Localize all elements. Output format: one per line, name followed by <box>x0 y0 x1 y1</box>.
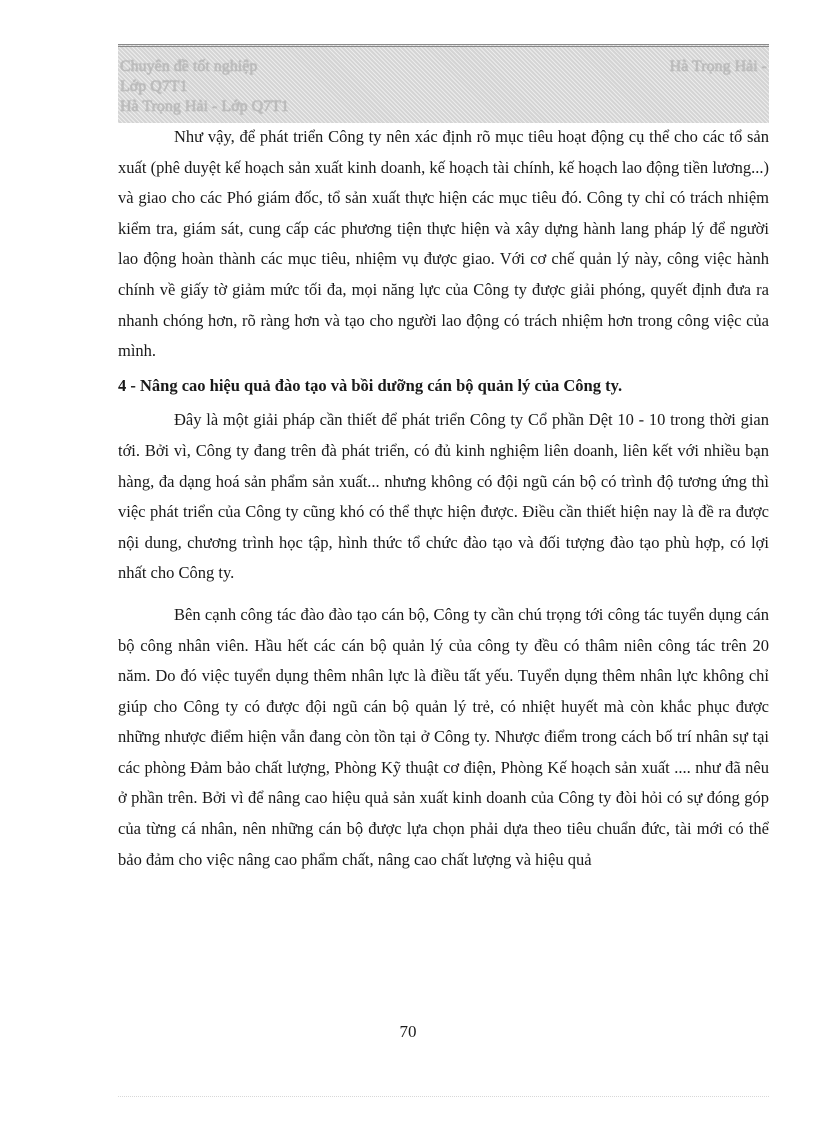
body-paragraph-1: Như vậy, để phát triển Công ty nên xác định rõ mục tiêu hoạt động cụ thể cho các tổ sản xuất (phê duyệt kế hoạch sản xuất kinh doanh, kế hoạch tài chính, kế hoạch lao động tiền lương...) và giao cho các Phó giám đốc, tổ sản xuất thực hiện các mục tiêu đó. Công ty chỉ có trách nhiệm kiểm tra, giám sát, cung cấp các phương tiện thực hiện và xây dựng hành lang pháp lý để người lao động hoàn thành các mục tiêu, nhiệm vụ được giao. Với cơ chế quản lý này, công việc hành chính về giấy tờ giảm mức tối đa, mọi năng lực của Công ty được giải phóng, quyết định đưa ra nhanh chóng hơn, rõ ràng hơn và tạo cho người lao động có trách nhiệm hơn trong công việc của mình. <box>118 127 769 361</box>
header-author: Hà Trọng Hải - <box>669 58 767 75</box>
body-paragraph-2: Đây là một giải pháp cần thiết để phát triển Công ty Cổ phần Dệt 10 - 10 trong thời gian tới. Bởi vì, Công ty đang trên đà phát triển, có đủ kinh nghiệm liên doanh, liên kết với nhiều bạn hàng, đa dạng hoá sản phẩm sản xuất... nhưng không có đội ngũ cán bộ có trình độ tương ứng thì việc phát triển của Công ty cũng khó có thể thực hiện được. Điều cần thiết hiện nay là đề ra được nội dung, chương trình học tập, hình thức tổ chức đào tạo và đối tượng đào tạo phù hợp, có lợi nhất cho Công ty. <box>118 410 769 583</box>
header-document-type: Chuyên đề tốt nghiệp <box>120 58 258 75</box>
header-class: Lớp Q7T1 <box>120 78 188 95</box>
page-header <box>118 44 769 123</box>
page-number: 70 <box>399 1022 417 1041</box>
header-line-1 <box>120 57 767 77</box>
header-author-class: Hà Trọng Hải - Lớp Q7T1 <box>120 98 289 115</box>
document-body <box>118 122 769 875</box>
page-bottom-divider <box>118 1096 769 1097</box>
body-paragraph-3: Bên cạnh công tác đào đào tạo cán bộ, Công ty cần chú trọng tới công tác tuyển dụng cán bộ công nhân viên. Hầu hết các cán bộ quản lý của công ty đều có thâm niên công tác trên 20 năm. Do đó việc tuyển dụng thêm nhân lực là điều tất yếu. Tuyển dụng thêm nhân lực không chỉ giúp cho Công ty có được đội ngũ cán bộ quản lý trẻ, có nhiệt huyết mà còn khắc phục được những nhược điểm hiện vẫn đang còn tồn tại ở Công ty. Nhược điểm trong cách bố trí nhân sự tại các phòng Đảm bảo chất lượng, Phòng Kỹ thuật cơ điện, Phòng Kế hoạch sản xuất .... như đã nêu ở phần trên. Bởi vì để nâng cao hiệu quả sản xuất kinh doanh của Công ty đòi hỏi có sự đóng góp của từng cá nhân, nên những cán bộ được lựa chọn phải dựa theo tiêu chuẩn đức, tài mới có thể bảo đảm cho việc nâng cao phẩm chất, nâng cao chất lượng và hiệu quả <box>118 604 769 869</box>
header-line-2 <box>120 77 767 97</box>
section-heading: 4 - Nâng cao hiệu quả đào tạo và bồi dưỡng cán bộ quản lý của Công ty. <box>118 375 623 395</box>
header-line-3 <box>120 97 767 117</box>
